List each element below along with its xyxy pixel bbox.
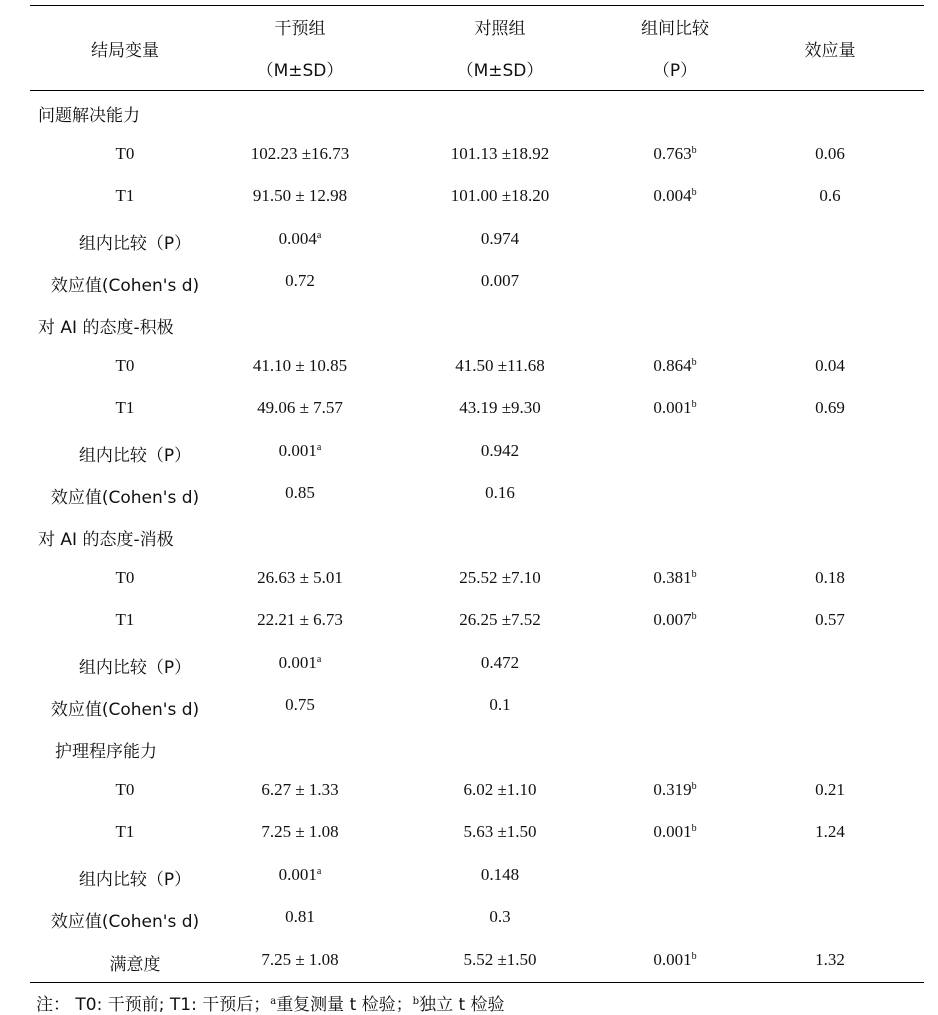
cohen-d-control: 0.3 xyxy=(489,907,511,926)
cohen-d-control: 0.1 xyxy=(489,695,511,714)
between-p-value: 0.763$^b$ xyxy=(653,144,697,163)
cohen-d-control: 0.007 xyxy=(480,271,520,290)
section-title: 问题解决能力 xyxy=(38,106,140,126)
control-value: 6.02 ±1.10 xyxy=(463,780,537,799)
control-value: 5.63 ±1.50 xyxy=(463,822,537,841)
control-value: 101.00 ±18.20 xyxy=(450,186,550,205)
cohen-d-label: 效应值(Cohen's d) xyxy=(50,488,200,508)
satisfaction-label: 满意度 xyxy=(109,955,161,975)
within-group-label: 组内比较（P） xyxy=(78,870,192,890)
control-value: 101.13 ±18.92 xyxy=(450,144,550,163)
row-label: T0 xyxy=(115,780,135,799)
between-p-value: 0.381$^b$ xyxy=(653,568,697,587)
effect-size-value: 0.18 xyxy=(815,568,845,587)
intervention-value: 6.27 ± 1.33 xyxy=(261,780,339,799)
within-group-label: 组内比较（P） xyxy=(78,234,192,254)
header-intervention-sub: （M±SD） xyxy=(256,61,344,81)
table-header-rule xyxy=(30,90,924,91)
section-title: 护理程序能力 xyxy=(55,742,157,762)
between-p-value: 0.004$^b$ xyxy=(653,186,697,205)
satisfaction-intervention: 7.25 ± 1.08 xyxy=(261,950,339,969)
satisfaction-between-p: 0.001$^b$ xyxy=(653,950,697,969)
table-note xyxy=(36,990,505,1015)
header-control: 对照组 xyxy=(474,19,526,39)
within-intervention-p: 0.001$^a$ xyxy=(278,865,322,884)
intervention-value: 41.10 ± 10.85 xyxy=(252,356,348,375)
row-label: T0 xyxy=(115,144,135,163)
within-control-p: 0.974 xyxy=(480,229,520,248)
header-between-sub: （P） xyxy=(652,61,698,81)
cohen-d-control: 0.16 xyxy=(485,483,515,502)
note-a-text: 重复测量 t 检验； xyxy=(276,995,413,1015)
cohen-d-intervention: 0.85 xyxy=(285,483,315,502)
within-intervention-p: 0.001$^a$ xyxy=(278,653,322,672)
effect-size-value: 0.57 xyxy=(815,610,845,629)
section-title: 对 AI 的态度-消极 xyxy=(38,530,174,550)
row-label: T1 xyxy=(115,822,135,841)
effect-size-value: 0.06 xyxy=(815,144,845,163)
row-label: T1 xyxy=(115,398,135,417)
intervention-value: 102.23 ±16.73 xyxy=(250,144,350,163)
within-control-p: 0.942 xyxy=(480,441,520,460)
between-p-value: 0.319$^b$ xyxy=(653,780,697,799)
control-value: 26.25 ±7.52 xyxy=(459,610,541,629)
cohen-d-intervention: 0.81 xyxy=(285,907,315,926)
row-label: T0 xyxy=(115,568,135,587)
row-label: T1 xyxy=(115,186,135,205)
effect-size-value: 0.21 xyxy=(815,780,845,799)
note-prefix: 注： xyxy=(36,995,70,1015)
table-bottom-rule xyxy=(30,982,924,983)
header-effect: 效应量 xyxy=(804,41,856,61)
note-b-sup: b xyxy=(412,996,420,1007)
cohen-d-intervention: 0.75 xyxy=(285,695,315,714)
within-group-label: 组内比较（P） xyxy=(78,658,192,678)
effect-size-value: 0.04 xyxy=(815,356,845,375)
satisfaction-control: 5.52 ±1.50 xyxy=(463,950,537,969)
cohen-d-label: 效应值(Cohen's d) xyxy=(50,700,200,720)
within-group-label: 组内比较（P） xyxy=(78,446,192,466)
note-t0: T0: 干预前; xyxy=(75,995,165,1015)
cohen-d-label: 效应值(Cohen's d) xyxy=(50,912,200,932)
note-t1: T1: 干预后； xyxy=(169,995,271,1015)
note-a-sup: a xyxy=(270,996,277,1007)
within-intervention-p: 0.004$^a$ xyxy=(278,229,322,248)
header-control-sub: （M±SD） xyxy=(456,61,544,81)
header-between: 组间比较 xyxy=(641,19,709,39)
section-title: 对 AI 的态度-积极 xyxy=(38,318,174,338)
effect-size-value: 0.6 xyxy=(819,186,841,205)
intervention-value: 7.25 ± 1.08 xyxy=(261,822,339,841)
table-top-rule xyxy=(30,5,924,6)
header-intervention: 干预组 xyxy=(274,19,326,39)
row-label: T1 xyxy=(115,610,135,629)
within-control-p: 0.472 xyxy=(480,653,520,672)
header-variable: 结局变量 xyxy=(91,41,159,61)
note-b-text: 独立 t 检验 xyxy=(419,995,505,1015)
control-value: 25.52 ±7.10 xyxy=(459,568,541,587)
cohen-d-intervention: 0.72 xyxy=(285,271,315,290)
between-p-value: 0.007$^b$ xyxy=(653,610,697,629)
between-p-value: 0.001$^b$ xyxy=(653,398,697,417)
satisfaction-effect: 1.32 xyxy=(815,950,845,969)
between-p-value: 0.864$^b$ xyxy=(653,356,697,375)
control-value: 41.50 ±11.68 xyxy=(455,356,545,375)
control-value: 43.19 ±9.30 xyxy=(459,398,541,417)
effect-size-value: 0.69 xyxy=(815,398,845,417)
effect-size-value: 1.24 xyxy=(815,822,845,841)
within-intervention-p: 0.001$^a$ xyxy=(278,441,322,460)
intervention-value: 22.21 ± 6.73 xyxy=(257,610,343,629)
intervention-value: 26.63 ± 5.01 xyxy=(257,568,343,587)
within-control-p: 0.148 xyxy=(480,865,520,884)
row-label: T0 xyxy=(115,356,135,375)
cohen-d-label: 效应值(Cohen's d) xyxy=(50,276,200,296)
intervention-value: 49.06 ± 7.57 xyxy=(257,398,343,417)
between-p-value: 0.001$^b$ xyxy=(653,822,697,841)
intervention-value: 91.50 ± 12.98 xyxy=(252,186,348,205)
